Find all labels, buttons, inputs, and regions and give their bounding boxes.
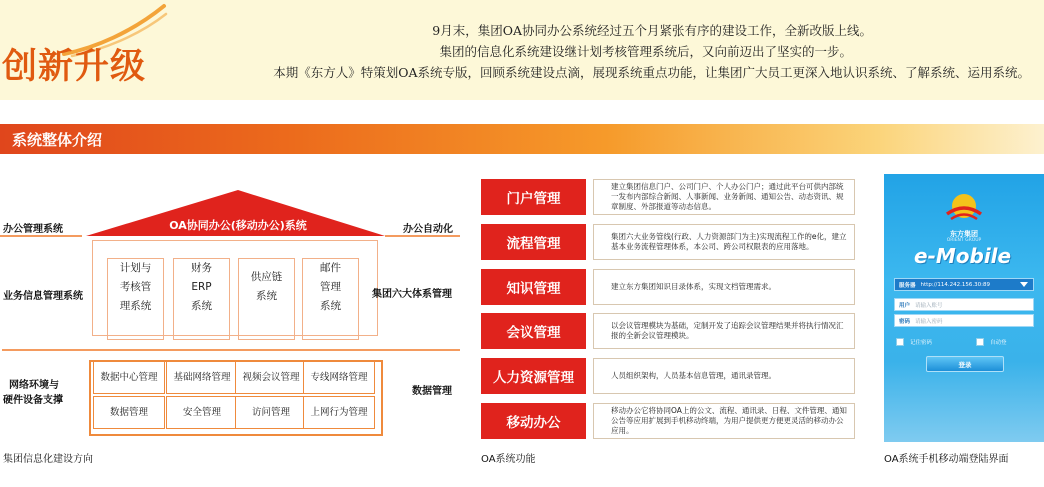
app-logo: e-Mobile	[914, 244, 1012, 268]
right-label-six-systems: 集团六大体系管理	[372, 289, 452, 300]
roof-shape	[0, 186, 470, 246]
banner-line: 本期《东方人》特策划OA系统专版，回顾系统建设点滴，展现系统重点功能，让集团广大员工更深入地认识系统、了解系统、运用系统。	[273, 65, 1030, 80]
pillar-text: 理系统	[119, 300, 152, 312]
function-desc: 建立东方集团知识目录体系，实现文档管理需求。	[593, 269, 855, 305]
pillar-text: ERP	[191, 281, 212, 293]
function-knowledge: 知识管理	[481, 269, 586, 305]
base-cell: 专线网络管理	[303, 361, 375, 394]
right-label-oa: 办公自动化	[403, 224, 453, 235]
function-hr: 人力资源管理	[481, 358, 586, 394]
function-desc: 人员组织架构，人员基本信息管理，通讯录管理。	[593, 358, 855, 394]
username-label: 用户	[899, 302, 911, 309]
base-cell: 基础网络管理	[166, 361, 238, 394]
pillar-text: 计划与	[119, 262, 152, 274]
base-divider	[0, 348, 470, 352]
server-value: http://114.242.156.30:89	[920, 281, 990, 288]
function-meeting: 会议管理	[481, 313, 586, 349]
base-cell: 视频会议管理	[235, 361, 307, 394]
remember-password-checkbox[interactable]	[896, 338, 932, 346]
pillar-text: 系统	[191, 300, 212, 312]
left-label-office: 办公管理系统	[3, 224, 63, 235]
pillar-text: 管理	[320, 281, 341, 293]
banner-line: 9月末，集团OA协同办公系统经过五个月紧张有序的建设工作，全新改版上线。	[432, 23, 872, 38]
checkbox-icon	[976, 338, 984, 346]
left-label-business: 业务信息管理系统	[3, 291, 83, 302]
sun-logo-icon	[941, 188, 987, 228]
dropdown-arrow-icon	[1020, 282, 1028, 287]
direction-caption: 集团信息化建设方向	[3, 454, 93, 465]
pillar-plan	[107, 258, 164, 340]
left-label-network: 网络环境与	[9, 380, 59, 391]
function-desc: 集团六大业务管线(行政、人力资源部门为主)实现流程工作的e化，建立基本业务流程管理体系，本公司、跨公司权限表的应用落地。	[593, 224, 855, 260]
server-select[interactable]	[894, 278, 1034, 291]
banner-line: 集团的信息化系统建设继计划考核管理系统后，又向前迈出了坚实的一步。	[439, 44, 852, 59]
pillar-mail	[302, 258, 359, 340]
mobile-caption: OA系统手机移动端登陆界面	[884, 454, 1009, 465]
left-label-hardware: 硬件设备支撑	[3, 395, 63, 406]
roof-title: OA协同办公(移动办公)系统	[169, 219, 307, 232]
right-label-data: 数据管理	[412, 386, 452, 397]
base-cell: 数据中心管理	[93, 361, 165, 394]
function-mobile: 移动办公	[481, 403, 586, 439]
username-field[interactable]	[894, 298, 1034, 311]
pillar-text: 财务	[191, 262, 212, 274]
auto-login-label: 自动登	[990, 340, 1007, 346]
mobile-login-screen	[884, 174, 1044, 442]
banner-intro	[180, 20, 1030, 83]
function-workflow: 流程管理	[481, 224, 586, 260]
base-cell: 访问管理	[235, 396, 307, 429]
function-desc: 移动办公它将协同OA上的公文、流程、通讯录、日程、文件管理、通知公告等应用扩展到手机移动终端，为用户提供更方便更灵活的移动办公应用。	[593, 403, 855, 439]
remember-label: 记住密码	[910, 340, 933, 346]
username-placeholder: 请输入账号	[915, 302, 943, 309]
base-cell: 安全管理	[166, 396, 238, 429]
base-cell: 数据管理	[93, 396, 165, 429]
brand-name-en: ORIENT GROUP	[946, 238, 982, 243]
pillar-text: 考核管	[119, 281, 152, 293]
header-banner	[0, 0, 1044, 100]
server-label: 服务器	[899, 282, 916, 289]
function-desc: 以会议管理模块为基础，定制开发了追踪会议管理结果并将执行情况汇报的全新会议管理模块。	[593, 313, 855, 349]
pillar-text: 供应链	[250, 271, 283, 283]
pillar-supply-chain	[238, 258, 295, 340]
function-portal: 门户管理	[481, 179, 586, 215]
login-button[interactable]: 登录	[926, 356, 1004, 372]
functions-caption: OA系统功能	[481, 454, 536, 465]
section-title: 系统整体介绍	[12, 131, 103, 149]
pillar-text: 邮件	[320, 262, 341, 274]
pillar-text: 系统	[320, 300, 341, 312]
brand-name: 东方集团	[950, 230, 978, 238]
pillar-erp	[173, 258, 230, 340]
checkbox-icon	[896, 338, 904, 346]
banner-logo-text: 创新升级	[2, 47, 147, 87]
password-field[interactable]	[894, 314, 1034, 327]
function-desc: 建立集团信息门户、公司门户、个人办公门户；通过此平台可供内部统一发布内部综合新闻、人事新闻、业务新闻、通知公告、动态资讯、规章制度、外部报道等动态信息。	[593, 179, 855, 215]
password-label: 密码	[899, 318, 911, 325]
pillar-text: 系统	[256, 290, 277, 302]
password-placeholder: 请输入密码	[915, 318, 943, 325]
section-title-bar	[0, 124, 1044, 154]
base-cell: 上网行为管理	[303, 396, 375, 429]
auto-login-checkbox[interactable]	[976, 338, 1007, 346]
